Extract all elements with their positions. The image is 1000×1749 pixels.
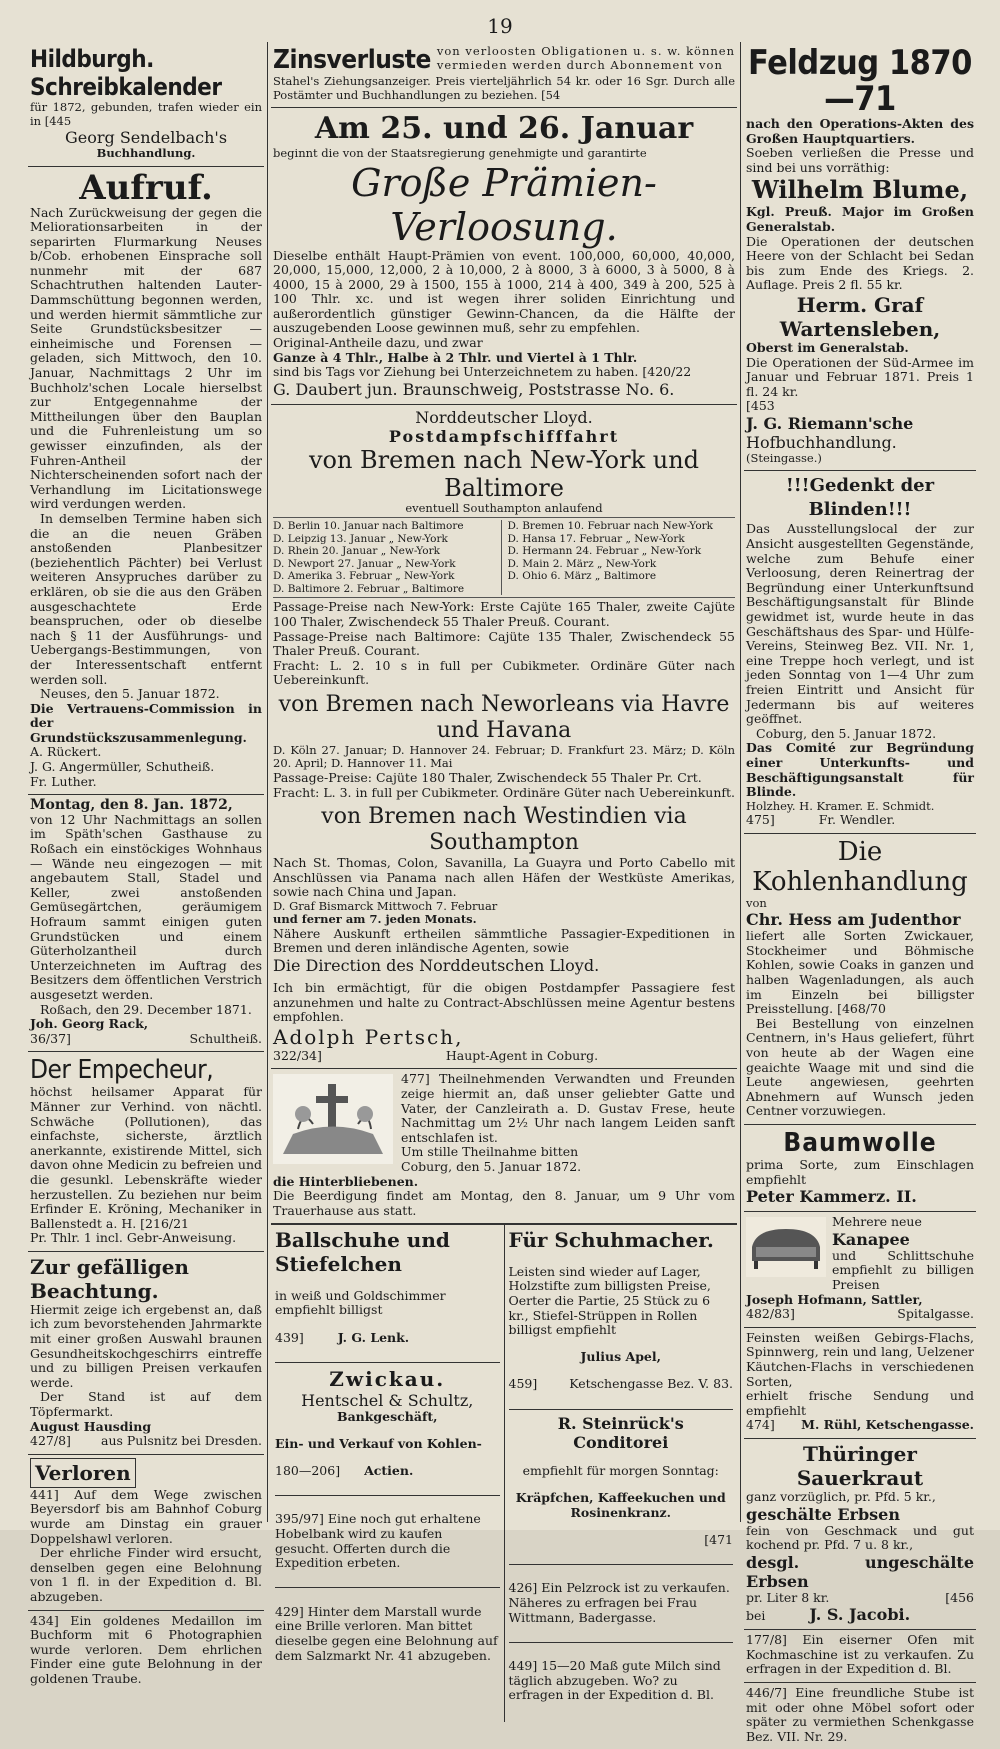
info-text: Nähere Auskunft ertheilen sämmtliche Passagier-Expeditionen in Bremen und deren inländische Agenten, sowie — [273, 925, 735, 956]
ad-ref: 180—206] — [275, 1462, 341, 1478]
ad-signature: Die Vertrauens-Commission in der Grundstückszusammenlegung. — [30, 700, 262, 745]
author-name: Wilhelm Blume, — [751, 175, 969, 205]
ad-signature: Joh. Georg Rack, — [30, 1016, 149, 1032]
ad-text: Nach Zurückweisung der gegen die Meliorationsarbeiten in der separirten Flurmarkung Neuses b/Cob. erhobenen Einsprache soll nunmehr mit der 687 Schachtruthen haltenden Lauter-Dammschüttung begonnen werden, und werden hiermit sämmtliche zur Seite Grundstücksbesitzer — einheimische und Forensen — geladen, sich Mittwoch, den 10. Januar, Nachmittags 2 Uhr im Buchholz'schen Locale hierselbst zur Entgegennahme der Mittheilungen über den Bauplan und die Fuhrenleistung um so gewisser einzufinden, als der Fuhren-Antheil der Nichterscheinenden sofort nach der Verhandlung im Licitationswege wird verdungen werden. — [30, 204, 262, 512]
author-title: Kgl. Preuß. Major im Großen Generalstab. — [746, 204, 974, 234]
service-name: Postdampfschifffahrt — [388, 426, 620, 446]
ad-verloren — [28, 1455, 264, 1611]
ad-flachs — [744, 1328, 976, 1439]
seller-sub: Buchhandlung. — [96, 146, 196, 160]
ad-signature-title: Schultheiß. — [189, 1030, 262, 1046]
ad-text: erhielt frische Sendung und empfiehlt — [746, 1388, 974, 1418]
ad-ref: [453 — [746, 398, 775, 414]
ad-blinden — [744, 471, 976, 833]
ship-schedule — [273, 517, 735, 598]
route-via: eventuell Southampton anlaufend — [405, 500, 603, 515]
ad-text: Original-Antheile dazu, und zwar — [273, 335, 483, 351]
ad-text: fein von Geschmack und gut kochend pr. Pfd. 7 u. 8 kr., — [746, 1522, 974, 1553]
ad-title: Thüringer Sauerkraut — [796, 1441, 924, 1490]
ad-text: für 1872, gebunden, trafen wieder ein in [445 — [30, 100, 262, 128]
ad-signature: J. G. Angermüller, Schutheiß. — [30, 759, 215, 775]
ad-price: ganz vorzüglich, pr. Pfd. 5 kr., — [746, 1488, 936, 1504]
ad-text: In demselben Termine haben sich die an die neuen Gräben anstoßenden Planbesitzer (beziehentlich Pächter) bei Verlust weiteren Ansypruches darüber zu erklären, ob sie die aus den Gräben ausgeschachtete Erde beanspruchen, oder ob dieselbe nach § 11 der Ausführungs- und Uebergangs-Bestimmungen, von der Interessentschaft entfernt werden soll. — [30, 510, 262, 687]
ad-montag — [28, 795, 264, 1052]
ad-pelzrock — [509, 1565, 734, 1643]
ad-text: Feinsten weißen Gebirgs-Flachs, Spinnwerg, rein und lang, Uelzener Käutchen-Flachs in verschiedenen Sorten, — [746, 1329, 974, 1389]
ad-praemien — [271, 108, 737, 405]
ad-signature: M. Rühl, Ketschengasse. — [801, 1417, 974, 1433]
ad-title: Große Prämien-Verloosung. — [351, 160, 657, 249]
ad-schreibkalender — [28, 42, 264, 167]
ad-ofen — [744, 1630, 976, 1683]
ship-row: D. Rhein 20. Januar „ New-York — [273, 545, 440, 558]
ad-text: liefert alle Sorten Zwickauer, Stockheimer und Böhmische Kohlen, sowie Coaks in ganzen und halben Wagenladungen, als auch im Einzeln bei billigster Preisstellung. [468/70 — [746, 928, 974, 1017]
ad-signature: A. Rückert. — [30, 744, 102, 760]
ad-zwickau — [275, 1363, 500, 1496]
ad-item: geschälte Erbsen — [746, 1504, 900, 1524]
ad-ref: 482/83] — [746, 1306, 795, 1322]
ad-ref: 36/37] — [30, 1030, 71, 1046]
column-rule — [740, 42, 741, 1522]
ad-right-stack — [505, 1225, 738, 1722]
ad-price: pr. Liter 8 kr. — [746, 1589, 830, 1605]
ad-date: Roßach, den 29. December 1871. — [40, 1001, 252, 1017]
ad-ref: 427/8] — [30, 1433, 71, 1449]
ad-text: und Schlittschuhe empfiehlt zu billigen Preisen — [832, 1247, 974, 1292]
ad-text: sind bis Tags vor Ziehung bei Unterzeichnetem zu haben. [420/22 — [273, 364, 692, 380]
author-title: Oberst im Generalstab. — [746, 339, 909, 355]
ad-text: Stahel's Ziehungsanzeiger. Preis vierteljährlich 54 kr. oder 16 Sgr. Durch alle Postämter und Buchhandlungen zu beziehen. [54 — [273, 74, 735, 102]
ad-text: Ein- und Verkauf von Kohlen- — [275, 1435, 482, 1451]
agent-name: Adolph Pertsch, — [273, 1024, 464, 1049]
seller-name: Georg Sendelbach's — [64, 128, 228, 147]
ad-title: Zwickau. — [329, 1366, 446, 1391]
ship-row: D. Hansa 17. Februar „ New-York — [507, 532, 685, 545]
ad-signature: Das Comité zur Begründung einer Unterkunfts- und Beschäftigungsanstalt für Blinde. — [746, 740, 974, 800]
seller-address: (Steingasse.) — [746, 450, 822, 465]
ad-baumwolle — [744, 1125, 976, 1212]
ad-subtitle: nach den Operations-Akten des Großen Hauptquartiers. — [746, 116, 974, 146]
ad-title: Baumwolle — [783, 1128, 937, 1158]
ad-date: Neuses, den 5. Januar 1872. — [40, 686, 220, 702]
ad-text: von — [746, 895, 767, 910]
column-middle — [271, 42, 737, 1703]
ad-date: Coburg, den 5. Januar 1872. — [756, 725, 937, 741]
column-right — [744, 42, 976, 1744]
ship-row: D. Köln 27. Januar; D. Hannover 24. Februar; D. Frankfurt 23. März; D. Köln 20. April; D. Hannover 11. Mai — [273, 742, 735, 771]
author-name: Herm. Graf Wartensleben, — [779, 292, 941, 341]
ad-text: 177/8] Ein eiserner Ofen mit Kochmaschine ist zu verkaufen. Zu erfragen in der Expedition d. Bl. — [746, 1632, 974, 1677]
ad-ref: 322/34] — [273, 1047, 322, 1063]
ad-beachtung — [28, 1252, 264, 1455]
ad-feldzug — [744, 42, 976, 471]
ship-row: D. Main 2. März „ New-York — [507, 557, 657, 570]
ad-title: R. Steinrück's Conditorei — [557, 1413, 684, 1452]
ad-text: prima Sorte, zum Einschlagen empfiehlt — [746, 1157, 974, 1187]
ad-signature: Peter Kammerz. II. — [746, 1187, 917, 1207]
ad-stube — [744, 1683, 976, 1749]
ad-text: Der Stand ist auf dem Töpfermarkt. — [30, 1389, 262, 1420]
ad-text: von 12 Uhr Nachmittags an sollen im Späth'schen Gasthause zu Roßach ein einstöckiges Wohnhaus — Wände neu eingezogen — mit angebautem Stall, Stadel und Keller, zwei anstoßenden Gemüsegärtchen, geräumigem Hofraum sammt einigen guten Grundstücken und einem Güterholzantheil durch Unterzeichneten im Auftrag des Besitzers dem öffentlichen Verstrich ausgesetzt werden. — [30, 811, 262, 1002]
ad-text: 441] Auf dem Wege zwischen Beyersdorf bis am Bahnhof Coburg wurde am Dinstag ein grauer Doppelshawl verloren. — [30, 1486, 262, 1546]
ship-row: und ferner am 7. jeden Monats. — [273, 912, 477, 927]
ship-row: D. Graf Bismarck Mittwoch 7. Februar — [273, 898, 498, 913]
ad-title: Verloren — [30, 1458, 136, 1488]
ad-text: Kräpfchen, Kaffeekuchen und Rosinenkranz. — [515, 1490, 726, 1520]
ad-title: Aufruf. — [79, 167, 213, 208]
company-name: Norddeutscher Lloyd. — [415, 407, 593, 427]
ad-text: Hiermit zeige ich ergebenst an, daß ich zum bevorstehenden Jahrmarkte mit einer großen Auswahl braunen Gesundheitskochgeschirrs eintreffe und zu billigen Preisen verkaufen werde. — [30, 1301, 262, 1390]
firm-type: Bankgeschäft, — [337, 1408, 438, 1424]
ad-signature: J. S. Jacobi. — [809, 1605, 911, 1625]
ad-signature: Fr. Wendler. — [818, 812, 896, 828]
agent-text: Ich bin ermächtigt, für die obigen Postdampfer Passagiere fest anzunehmen und halte zu Contract-Abschlüssen meine Agentur bestens empfohlen. — [273, 980, 735, 1025]
ad-signature: Joseph Hofmann, Sattler, — [746, 1291, 923, 1307]
book-text: Die Operationen der deutschen Heere von der Schlacht bei Sedan bis zum Ende des Kriegs. 2. Auflage. Preis 2 fl. 55 kr. — [746, 233, 974, 293]
ad-signature: Holzhey. H. Kramer. E. Schmidt. — [746, 798, 935, 813]
ad-ref: [471 — [704, 1531, 733, 1547]
ad-brille — [275, 1588, 500, 1679]
sofa-illustration — [746, 1217, 826, 1277]
ad-item: desgl. ungeschälte Erbsen — [746, 1552, 974, 1591]
ad-row — [271, 1224, 737, 1722]
ad-title: Für Schuhmacher. — [508, 1228, 714, 1253]
ad-signature: Fr. Luther. — [30, 773, 97, 789]
ad-title: !!!Gedenkt der Blinden!!! — [785, 475, 935, 521]
ad-kanapee — [744, 1212, 976, 1328]
ad-text: 477] Theilnehmenden Verwandten und Freunden zeige hiermit an, daß unser geliebter Gatte und Vater, der Canzleirath a. D. Gustav Frese, heute Nachmittag um 2½ Uhr nach langem Leiden sanft entschlafen ist. — [401, 1071, 735, 1145]
book-text: Die Operationen der Süd-Armee im Januar und Februar 1871. Preis 1 fl. 24 kr. — [746, 354, 974, 399]
ad-signature: August Hausding — [30, 1418, 152, 1434]
ad-text: Bei Bestellung von einzelnen Centnern, in's Haus geliefert, führt von heute ab der Wagen eine geaichte Waage mit und sind die Leute angewiesen, geehrten Abnehmern auf Wunsch jeden Centner vorzuwiegen. — [746, 1015, 974, 1119]
ad-title: Montag, den 8. Jan. 1872, — [30, 797, 233, 814]
ship-row: D. Amerika 3. Februar „ New-York — [273, 570, 455, 583]
freight-text: Fracht: L. 2. 10 s in full per Cubikmeter. Ordinäre Güter nach Uebereinkunft. — [273, 657, 735, 688]
ship-row: D. Newport 27. Januar „ New-York — [273, 557, 456, 570]
ad-empecheur — [28, 1052, 264, 1252]
ad-item: Kanapee — [832, 1229, 910, 1249]
ship-row: D. Leipzig 13. Januar „ New-York — [273, 532, 448, 545]
ad-kohlenhandlung — [744, 834, 976, 1125]
ad-ref: 439] — [275, 1329, 304, 1345]
ship-row: D. Bremen 10. Februar nach New-York — [507, 520, 714, 533]
ad-price: Pr. Thlr. 1 incl. Gebr-Anweisung. — [30, 1230, 237, 1246]
ad-title: Hildburgh. Schreibkalender — [30, 45, 222, 101]
ad-death-notice — [271, 1069, 737, 1224]
ad-medaillon — [28, 1611, 264, 1692]
ad-place: aus Pulsnitz bei Dresden. — [101, 1433, 262, 1449]
ship-row: D. Ohio 6. März „ Baltimore — [507, 570, 657, 583]
ad-text: Dieselbe enthält Haupt-Prämien von event. 100,000, 60,000, 40,000, 20,000, 15,000, 12,000, 2 à 10,000, 2 à 8000, 3 à 6000, 3 à 5000, 8 à 4000, 15 à 2000, 29 à 1500, 155 à 1000, 214 à 400, 349 à 200, 525 à 100 Thlr. xc. und ist wegen ihrer soliden Einrichtung und außerordentlich günstiger Gewinn-Chancen, da die Hälfte der auszugebenden Loose gewinnen muß, sehr zu empfehlen. — [273, 247, 735, 336]
ship-row: D. Baltimore 2. Februar „ Baltimore — [273, 582, 465, 595]
ad-schuhmacher — [509, 1228, 734, 1409]
ad-title: Der Empecheur, — [30, 1055, 214, 1086]
route-title: von Bremen nach Westindien via Southampton — [321, 804, 687, 856]
ad-text: 429] Hinter dem Marstall wurde eine Brille verloren. Man bittet dieselbe gegen eine Belohnung auf dem Salzmarkt Nr. 41 abzugeben. — [275, 1603, 498, 1663]
fare-text: Passage-Preise nach Baltimore: Cajüte 135 Thaler, Zwischendeck 55 Thaler Preuß. Courant. — [273, 628, 735, 659]
ad-text: 434] Ein goldenes Medaillon im Buchform mit 6 Photographien wurde verloren. Dem ehrlichen Finder eine gute Belohnung in der goldenen Traube. — [30, 1612, 262, 1686]
ship-row: D. Berlin 10. Januar nach Baltimore — [273, 520, 464, 533]
ad-signature: Julius Apel, — [580, 1349, 661, 1365]
ad-text: Das Ausstellungslocal der zur Ansicht ausgestellten Gegenstände, welche zum Behufe einer Verloosung, deren Reinertrag der Begründung einer Unterkunftsund Beschäftigungsanstalt für Blinde gewidmet ist, wurde heute in das Geschäftshaus des Spar- und Hülfe-Vereins, Steinweg Bez. VII. Nr. 1, eine Treppe hoch verlegt, und ist jeden Sonntag von 1—4 Uhr zum freien Eintritt und Ansicht für Jedermann bis auf weiteres geöffnet. — [746, 521, 974, 727]
page-number: 19 — [487, 14, 513, 38]
ad-signature: J. G. Lenk. — [337, 1329, 410, 1345]
ad-milch — [509, 1643, 734, 1720]
firm-name: Chr. Hess am Judenthor — [746, 910, 961, 930]
ad-text: 449] 15—20 Maß gute Milch sind täglich abzugeben. Wo? zu erfragen in der Expedition d. Bl. — [508, 1658, 721, 1703]
column-rule — [267, 42, 268, 1522]
ad-text: Mehrere neue — [832, 1214, 922, 1230]
ad-text: bei — [746, 1608, 766, 1624]
ad-text: Leisten sind wieder auf Lager, Holzstifte zum billigsten Preise, Oerter die Partie, 25 Stück zu 6 kr., Stiefel-Strüppen in Rollen billigst empfiehlt — [508, 1263, 711, 1338]
ad-text: 395/97] Eine noch gut erhaltene Hobelbank wird zu kaufen gesucht. Offerten durch die Expedition erbeten. — [275, 1511, 481, 1571]
ad-title: Zinsverluste — [273, 45, 431, 75]
fare-text: Passage-Preise: Cajüte 180 Thaler, Zwischendeck 55 Thaler Pr. Crt. — [273, 769, 702, 785]
ad-text: 446/7] Eine freundliche Stube ist mit oder ohne Möbel sofort oder später zu vermiethen Schenkgasse Bez. VII. Nr. 29. — [746, 1685, 974, 1744]
ad-address: Spitalgasse. — [897, 1306, 974, 1322]
ad-ref: 475] — [746, 812, 775, 828]
route-title: von Bremen nach Neworleans via Havre und Havana — [278, 691, 730, 743]
memorial-cross-illustration — [273, 1074, 393, 1164]
ad-date: Am 25. und 26. Januar — [314, 111, 694, 146]
ad-signature: die Hinterbliebenen. — [273, 1173, 419, 1189]
ad-text: Actien. — [364, 1462, 414, 1478]
ad-left-stack — [271, 1225, 505, 1722]
ship-schedule-left — [273, 520, 502, 595]
ad-text: Die Beerdigung findet am Montag, den 8. Januar, um 9 Uhr vom Trauerhause aus statt. — [273, 1188, 735, 1218]
ship-row: D. Hermann 24. Februar „ New-York — [507, 545, 702, 558]
ad-price: Ganze à 4 Thlr., Halbe à 2 Thlr. und Viertel à 1 Thlr. — [273, 349, 638, 365]
seller-name: J. G. Riemann'sche — [746, 413, 914, 433]
agent-title: Haupt-Agent in Coburg. — [445, 1047, 599, 1063]
freight-text: Fracht: L. 3. in full per Cubikmeter. Ordinäre Güter nach Uebereinkunft. — [273, 784, 735, 800]
ad-title: Zur gefälligen Beachtung. — [30, 1254, 189, 1303]
company-direction: Die Direction des Norddeutschen Lloyd. — [273, 956, 600, 976]
ad-aufruf — [28, 167, 264, 796]
ad-text: Soeben verließen die Presse und sind bei uns vorräthig: — [746, 145, 974, 175]
ad-zinsverluste — [271, 42, 737, 108]
route-title: von Bremen nach New-York und Baltimore — [308, 445, 700, 502]
ad-text: beginnt die von der Staatsregierung genehmigte und garantirte — [273, 146, 647, 160]
ad-text: in weiß und Goldschimmer empfiehlt billigst — [275, 1287, 446, 1318]
ship-schedule-right — [508, 520, 736, 595]
ad-ref: 459] — [508, 1376, 538, 1392]
ad-text: von verloosten Obligationen u. s. w. können vermieden werden durch Abonnement von — [436, 44, 735, 72]
ad-date: Coburg, den 5. Januar 1872. — [401, 1159, 582, 1174]
ad-seller: G. Daubert jun. Braunschweig, Poststrasse No. 6. — [273, 379, 675, 399]
ad-text: 426] Ein Pelzrock ist zu verkaufen. Näheres zu erfragen bei Frau Wittmann, Badergasse. — [508, 1580, 730, 1625]
ad-text: empfiehlt für morgen Sonntag: — [522, 1463, 719, 1479]
seller-sub: Hofbuchhandlung. — [746, 432, 897, 452]
ad-text: Der ehrliche Finder wird ersucht, denselben gegen eine Belohnung von 1 fl. in der Expedition d. Bl. abzugeben. — [30, 1545, 262, 1604]
ad-title: Feldzug 1870—71 — [748, 43, 972, 119]
ad-address: Ketschengasse Bez. V. 83. — [569, 1376, 733, 1392]
ad-lloyd — [271, 405, 737, 1070]
column-left — [28, 42, 264, 1686]
fare-text: Passage-Preise nach New-York: Erste Cajüte 165 Thaler, zweite Cajüte 100 Thaler, Zwischendeck 55 Thaler Preuß. Courant. — [273, 599, 735, 629]
route-text: Nach St. Thomas, Colon, Savanilla, La Guayra und Porto Cabello mit Anschlüssen via Panama nach allen Häfen der Westküste Amerikas, sowie nach China und Japan. — [273, 855, 735, 900]
ad-ballschuhe — [275, 1228, 500, 1362]
ad-text: höchst heilsamer Apparat für Männer zur Verhind. von nächtl. Schwäche (Pollutionen), das einfachste, sicherste, ärztlich anerkannte, existirende Mittel, sich davon ohne Medicin zu befreien und die gesunkl. Lebenskräfte wieder herzustellen. Zu beziehen nur beim Erfinder E. Kröning, Mechaniker in Ballenstedt a. H. [216/21 — [30, 1084, 262, 1231]
ad-sauerkraut — [744, 1439, 976, 1630]
ad-ref: [456 — [945, 1589, 974, 1605]
ad-ref: 474] — [746, 1417, 775, 1433]
ad-title: Die Kohlenhandlung — [752, 836, 968, 897]
ad-hobelbank — [275, 1496, 500, 1588]
ad-conditorei — [509, 1410, 734, 1565]
ad-text: Um stille Theilnahme bitten — [401, 1144, 579, 1160]
firm-name: Hentschel & Schultz, — [301, 1390, 474, 1410]
ad-title: Ballschuhe und Stiefelchen — [275, 1228, 450, 1277]
